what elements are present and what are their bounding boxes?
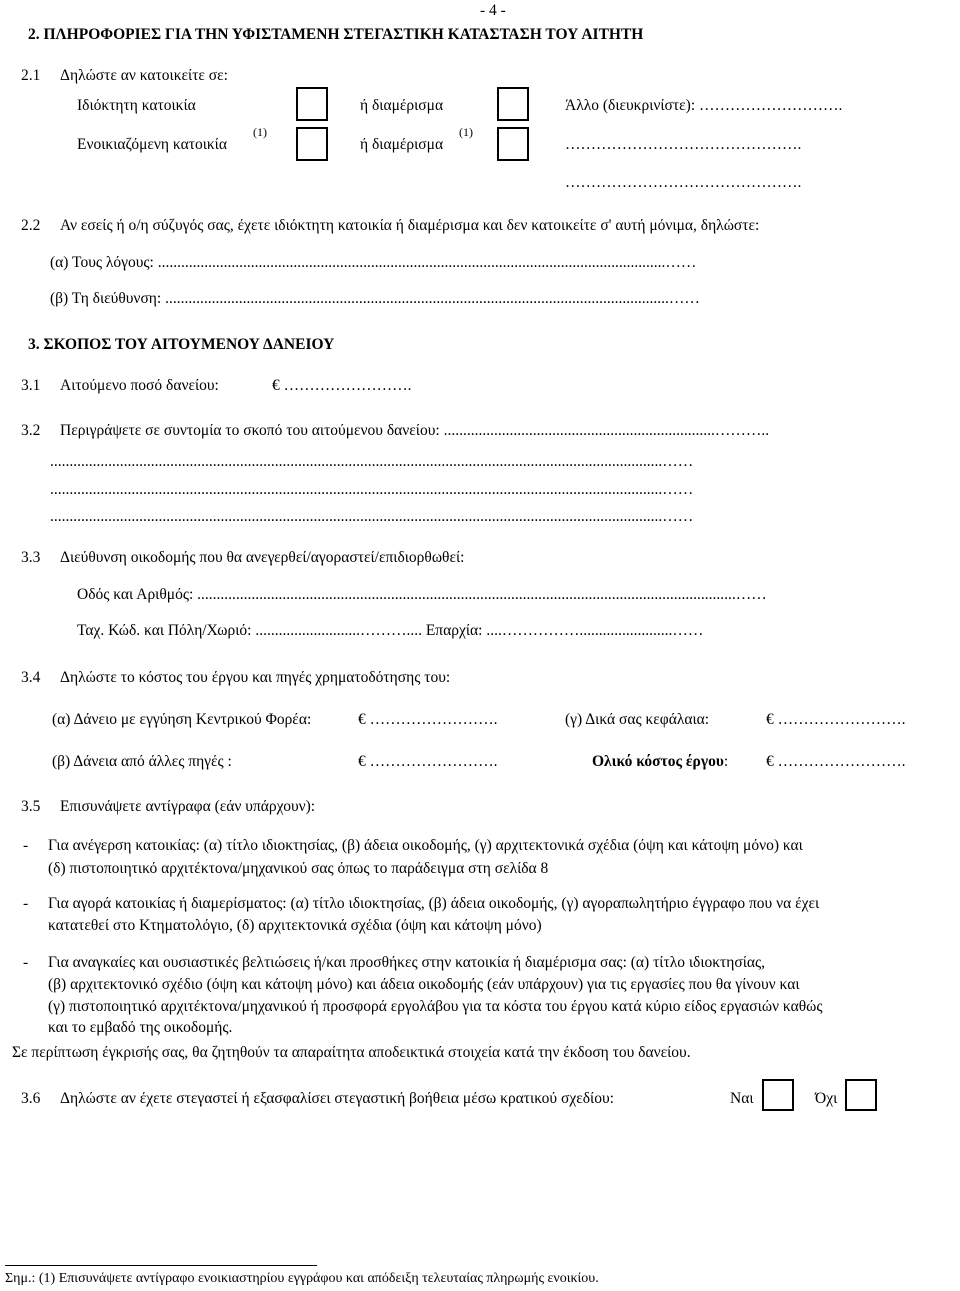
q35-bullet-1-line-1: Για ανέγερση κατοικίας: (α) τίτλο ιδιοκτησίας, (β) άδεια οικοδομής, (γ) αρχιτεκτονικά σχέδια (όψη και κάτοψη μόνο) και — [48, 838, 803, 854]
q35-bullet-3-dash: - — [23, 954, 29, 971]
q34-b-label: (β) Δάνεια από άλλες πηγές : — [52, 753, 232, 770]
q33-number: 3.3 — [21, 549, 41, 566]
q34-number: 3.4 — [21, 669, 41, 686]
rent-house-footnote-ref: (1) — [253, 125, 267, 139]
rent-apartment-checkbox[interactable] — [497, 127, 529, 161]
q36-yes-checkbox[interactable] — [762, 1079, 794, 1111]
own-house-checkbox[interactable] — [296, 87, 328, 121]
rent-apartment-label: ή διαμέρισμα — [360, 136, 444, 153]
q35-number: 3.5 — [21, 798, 41, 815]
q35-bullet-3-line-3: (γ) πιστοποιητικό αρχιτέκτονα/μηχανικού ή προσφορά εργολάβου για τα κόστα του έργου κατά κύριο είδος εργασιών καθώς — [48, 999, 823, 1015]
q31-text: Αιτούμενο ποσό δανείου: — [60, 377, 219, 394]
q34-a-label: (α) Δάνειο με εγγύηση Κεντρικού Φορέα: — [52, 711, 312, 728]
q32-number: 3.2 — [21, 422, 41, 439]
rent-house-label: Ενοικιαζόμενη κατοικία — [77, 136, 227, 153]
section-3-title: 3. ΣΚΟΠΟΣ ΤΟΥ ΑΙΤΟΥΜΕΝΟΥ ΔΑΝΕΙΟΥ — [28, 336, 335, 353]
q35-bullet-3-line-2: (β) αρχιτεκτονικό σχέδιο (όψη και κάτοψη μόνο) και άδεια οικοδομής (εάν υπάρχουν) για τις εργασίες που θα γίνουν και — [48, 977, 800, 993]
q21-text: Δηλώστε αν κατοικείτε σε: — [60, 67, 228, 84]
footnote-rule — [5, 1265, 317, 1266]
q34-text: Δηλώστε το κόστος του έργου και πηγές χρηματοδότησης του: — [60, 669, 451, 686]
q32-line-2[interactable]: ..............................................................................................................................................................…… — [50, 454, 694, 470]
q35-bullet-3-line-1: Για αναγκαίες και ουσιαστικές βελτιώσεις ή/και προσθήκες στην κατοικία ή διαμέρισμα σας: (α) τίτλο ιδιοκτησίας, — [48, 955, 766, 971]
section-2-title: 2. ΠΛΗΡΟΦΟΡΙΕΣ ΓΙΑ ΤΗΝ ΥΦΙΣΤΑΜΕΝΗ ΣΤΕΓΑΣΤΙΚΗ ΚΑΤΑΣΤΑΣΗ ΤΟΥ ΑΙΤΗΤΗ — [28, 26, 644, 43]
own-apartment-checkbox[interactable] — [497, 87, 529, 121]
q32-line-4[interactable]: ..............................................................................................................................................................…… — [50, 509, 694, 525]
q35-bullet-1-dash: - — [23, 837, 29, 854]
rent-house-checkbox[interactable] — [296, 127, 328, 161]
own-apartment-label: ή διαμέρισμα — [360, 97, 444, 114]
q34-total-label — [592, 754, 728, 770]
q36-no-checkbox[interactable] — [845, 1079, 877, 1111]
q22-text: Αν εσείς ή ο/η σύζυγός σας, έχετε ιδιόκτητη κατοικία ή διαμέρισμα και δεν κατοικείτε σ' αυτή μόνιμα, δηλώστε: — [60, 217, 760, 234]
q22-reasons-field[interactable]: (α) Τους λόγους: ...................................................................................................................................…… — [50, 255, 697, 271]
footnote: Σημ.: (1) Επισυνάψετε αντίγραφο ενοικιαστηρίου εγγράφου και απόδειξη τελευταίας πληρωμής ενοικίου. — [5, 1271, 599, 1286]
q33-text: Διεύθυνση οικοδομής που θα ανεγερθεί/αγοραστεί/επιδιορθωθεί: — [60, 549, 465, 566]
q34-c-label: (γ) Δικά σας κεφάλαια: — [565, 711, 710, 728]
q34-total-field[interactable]: € ……………………. — [766, 753, 906, 770]
q31-number: 3.1 — [21, 377, 41, 394]
q21-number: 2.1 — [21, 67, 41, 84]
q35-text: Επισυνάψετε αντίγραφα (εάν υπάρχουν): — [60, 798, 316, 815]
rent-apartment-footnote-ref: (1) — [459, 125, 473, 139]
page-number: - 4 - — [480, 2, 506, 19]
q36-number: 3.6 — [21, 1090, 41, 1107]
q22-number: 2.2 — [21, 217, 41, 234]
q35-bullet-2-line-2: κατατεθεί στο Κτηματολόγιο, (δ) αρχιτεκτονικά σχέδια (όψη και κάτοψη μόνο) — [48, 917, 542, 934]
q36-text: Δηλώστε αν έχετε στεγαστεί ή εξασφαλίσει στεγαστική βοήθεια μέσω κρατικού σχεδίου: — [60, 1090, 614, 1107]
q36-yes-label: Ναι — [730, 1090, 754, 1107]
q32-line-3[interactable]: ..............................................................................................................................................................…… — [50, 482, 694, 498]
q35-note: Σε περίπτωση έγκρισής σας, θα ζητηθούν τα απαραίτητα αποδεικτικά στοιχεία κατά την έκδοση του δανείου. — [12, 1044, 691, 1061]
q34-a-field[interactable]: € ……………………. — [358, 711, 498, 728]
q22-address-field[interactable]: (β) Τη διεύθυνση: ..................................................................................................................................…… — [50, 291, 700, 307]
q32-text[interactable]: Περιγράψετε σε συντομία το σκοπό του αιτούμενου δανείου: ......................................................................……….. — [60, 423, 770, 439]
q35-bullet-2-dash: - — [23, 895, 29, 912]
q33-postal-field[interactable]: Ταχ. Κώδ. και Πόλη/Χωριό: ...........................……….... Επαρχία: ....……………........................…… — [77, 623, 704, 639]
q34-total-colon: : — [723, 753, 729, 770]
q33-street-field[interactable]: Οδός και Αριθμός: ...........................................................................................................................................…… — [77, 587, 767, 603]
q34-c-field[interactable]: € ……………………. — [766, 711, 906, 728]
q35-bullet-3-line-4: και το εμβαδό της οικοδομής. — [48, 1019, 233, 1036]
own-house-label: Ιδιόκτητη κατοικία — [77, 97, 196, 114]
q34-b-field[interactable]: € ……………………. — [358, 753, 498, 770]
q36-no-label: Όχι — [815, 1090, 838, 1107]
q35-bullet-1-line-2: (δ) πιστοποιητικό αρχιτέκτονα/μηχανικού σας όπως το παράδειγμα στη σελίδα 8 — [48, 860, 549, 877]
other-dots-line-2: ………………………………………. — [565, 174, 802, 191]
other-dots-line-1: ………………………………………. — [565, 136, 802, 153]
q34-total-label-text: Ολικό κόστος έργου — [592, 753, 724, 770]
q31-amount-field[interactable]: € ……………………. — [272, 377, 412, 394]
other-label: Άλλο (διευκρινίστε): ………………………. — [565, 97, 843, 114]
q35-bullet-2-line-1: Για αγορά κατοικίας ή διαμερίσματος: (α) τίτλο ιδιοκτησίας, (β) άδεια οικοδομής, (γ) αγοραπωλητήριο έγγραφο που να έχει — [48, 896, 820, 912]
